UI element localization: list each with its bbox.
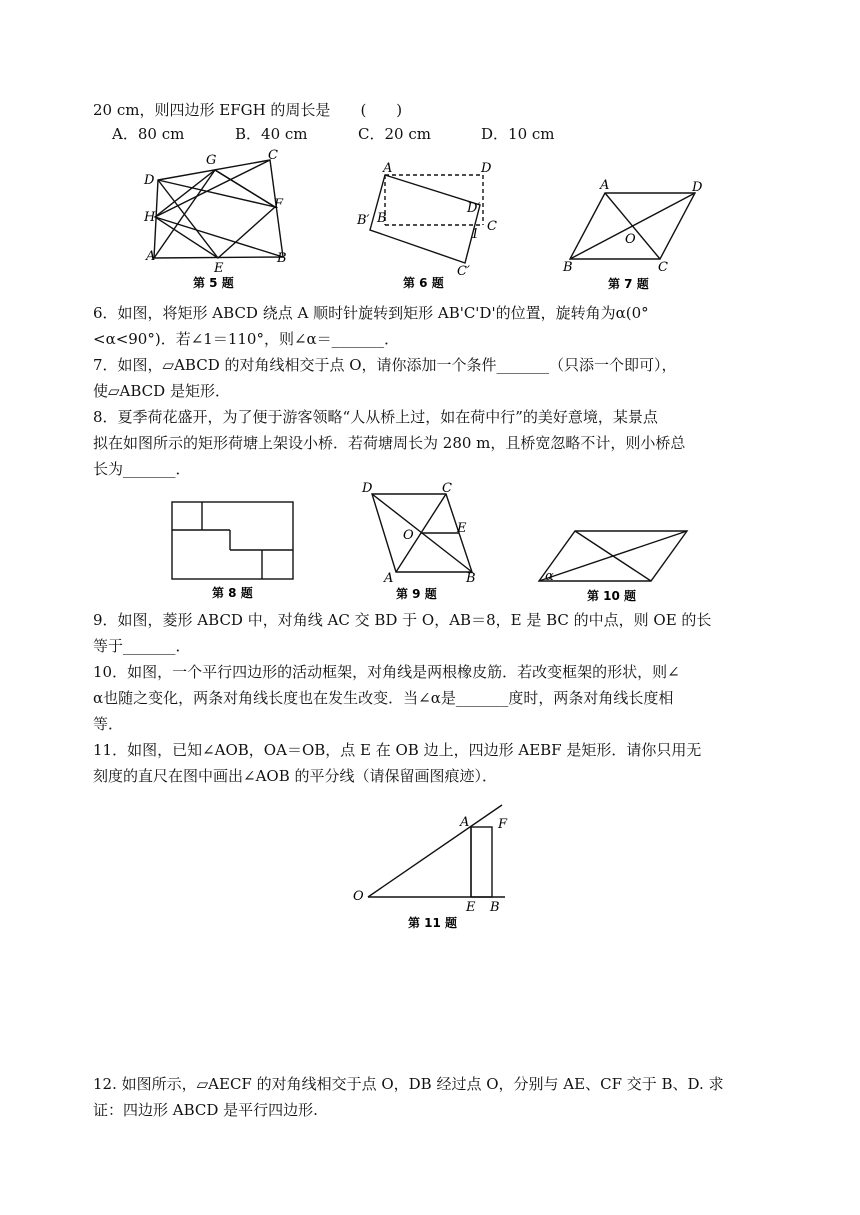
label-b: B [490, 900, 500, 915]
figure-7-caption: 第 7 题 [608, 277, 649, 291]
label-a: A [146, 249, 156, 264]
question-6-line-1: 6．如图，将矩形 ABCD 绕点 A 顺时针旋转到矩形 AB'C'D'的位置，旋转角为α(0° [93, 304, 649, 322]
option-a[interactable]: A．80 cm [112, 125, 185, 143]
label-o: O [353, 889, 364, 904]
label-b: B [466, 571, 476, 586]
label-f: F [498, 817, 508, 832]
question-10-line-2: α也随之变化，两条对角线长度也在发生改变．当∠α是_______度时，两条对角线长度相 [93, 689, 674, 707]
question-7-line-1: 7．如图，▱ABCD 的对角线相交于点 O，请你添加一个条件_______（只添一个即可）， [93, 356, 677, 374]
label-d: D [144, 173, 155, 188]
label-o: O [625, 232, 636, 247]
figure-9 [360, 480, 490, 610]
label-e: E [466, 900, 476, 915]
label-angle-1: 1 [471, 227, 480, 242]
label-d: D [481, 161, 492, 176]
question-10-line-3: 等． [93, 715, 124, 733]
label-e: E [214, 261, 224, 276]
question-12-line-1: 12. 如图所示，▱AECF 的对角线相交于点 O，DB 经过点 O，分别与 AE、CF 交于 B、D. 求 [93, 1075, 724, 1093]
label-a: A [384, 571, 394, 586]
question-9-line-1: 9．如图，菱形 ABCD 中，对角线 AC 交 BD 于 O，AB＝8，E 是 BC 的中点，则 OE 的长 [93, 611, 712, 629]
option-d[interactable]: D．10 cm [481, 125, 555, 143]
question-8-line-1: 8．夏季荷花盛开，为了便于游客领略“人从桥上过，如在荷中行”的美好意境，某景点 [93, 408, 658, 426]
label-h: H [144, 210, 156, 225]
label-b: B [563, 260, 573, 275]
figure-11-caption: 第 11 题 [408, 916, 458, 930]
label-e: E [457, 521, 467, 536]
figure-8 [170, 500, 300, 605]
label-g: G [206, 153, 217, 168]
figure-5-caption: 第 5 题 [193, 276, 234, 290]
figure-7 [560, 175, 710, 295]
label-c: C [487, 219, 497, 234]
label-alpha: α [545, 569, 554, 584]
figure-10-caption: 第 10 题 [587, 589, 637, 603]
figure-9-caption: 第 9 题 [396, 587, 437, 601]
question-9-line-2: 等于_______． [93, 637, 191, 655]
question-10-line-1: 10．如图，一个平行四边形的活动框架，对角线是两根橡皮筋．若改变框架的形状，则∠ [93, 663, 680, 681]
label-c: C [268, 148, 278, 163]
figure-5 [140, 150, 290, 290]
option-c[interactable]: C．20 cm [358, 125, 431, 143]
question-11-line-1: 11．如图，已知∠AOB，OA＝OB，点 E 在 OB 边上，四边形 AEBF 是矩形．请你只用无 [93, 741, 702, 759]
figure-8-caption: 第 8 题 [212, 586, 253, 600]
figure-6-caption: 第 6 题 [403, 276, 444, 290]
label-b: B [377, 211, 387, 226]
label-b: B [277, 251, 287, 266]
question-7-line-2: 使▱ABCD 是矩形． [93, 382, 230, 400]
question-12-line-2: 证：四边形 ABCD 是平行四边形. [93, 1101, 318, 1119]
question-5-tail: 20 cm，则四边形 EFGH 的周长是 ( ) [93, 101, 403, 119]
label-c-prime: C′ [457, 264, 470, 279]
question-8-line-2: 拟在如图所示的矩形荷塘上架设小桥．若荷塘周长为 280 m，且桥宽忽略不计，则小桥总 [93, 434, 686, 452]
label-b-prime: B′ [357, 213, 370, 228]
question-6-line-2: <α<90°)．若∠1＝110°，则∠α＝_______． [93, 330, 400, 348]
label-d-prime: D′ [467, 201, 481, 216]
figure-11 [350, 800, 520, 935]
label-d: D [692, 180, 703, 195]
question-11-line-2: 刻度的直尺在图中画出∠AOB 的平分线（请保留画图痕迹）． [93, 767, 497, 785]
label-o: O [403, 528, 414, 543]
label-c: C [658, 260, 668, 275]
label-f: F [274, 197, 284, 212]
figure-10 [535, 525, 695, 610]
question-5-options [112, 124, 604, 144]
figure-6 [355, 160, 505, 300]
label-a: A [600, 178, 610, 193]
label-d: D [362, 481, 373, 496]
question-8-line-3: 长为_______． [93, 460, 191, 478]
label-c: C [442, 481, 452, 496]
label-a: A [383, 161, 393, 176]
label-a: A [460, 815, 470, 830]
option-b[interactable]: B．40 cm [235, 125, 308, 143]
